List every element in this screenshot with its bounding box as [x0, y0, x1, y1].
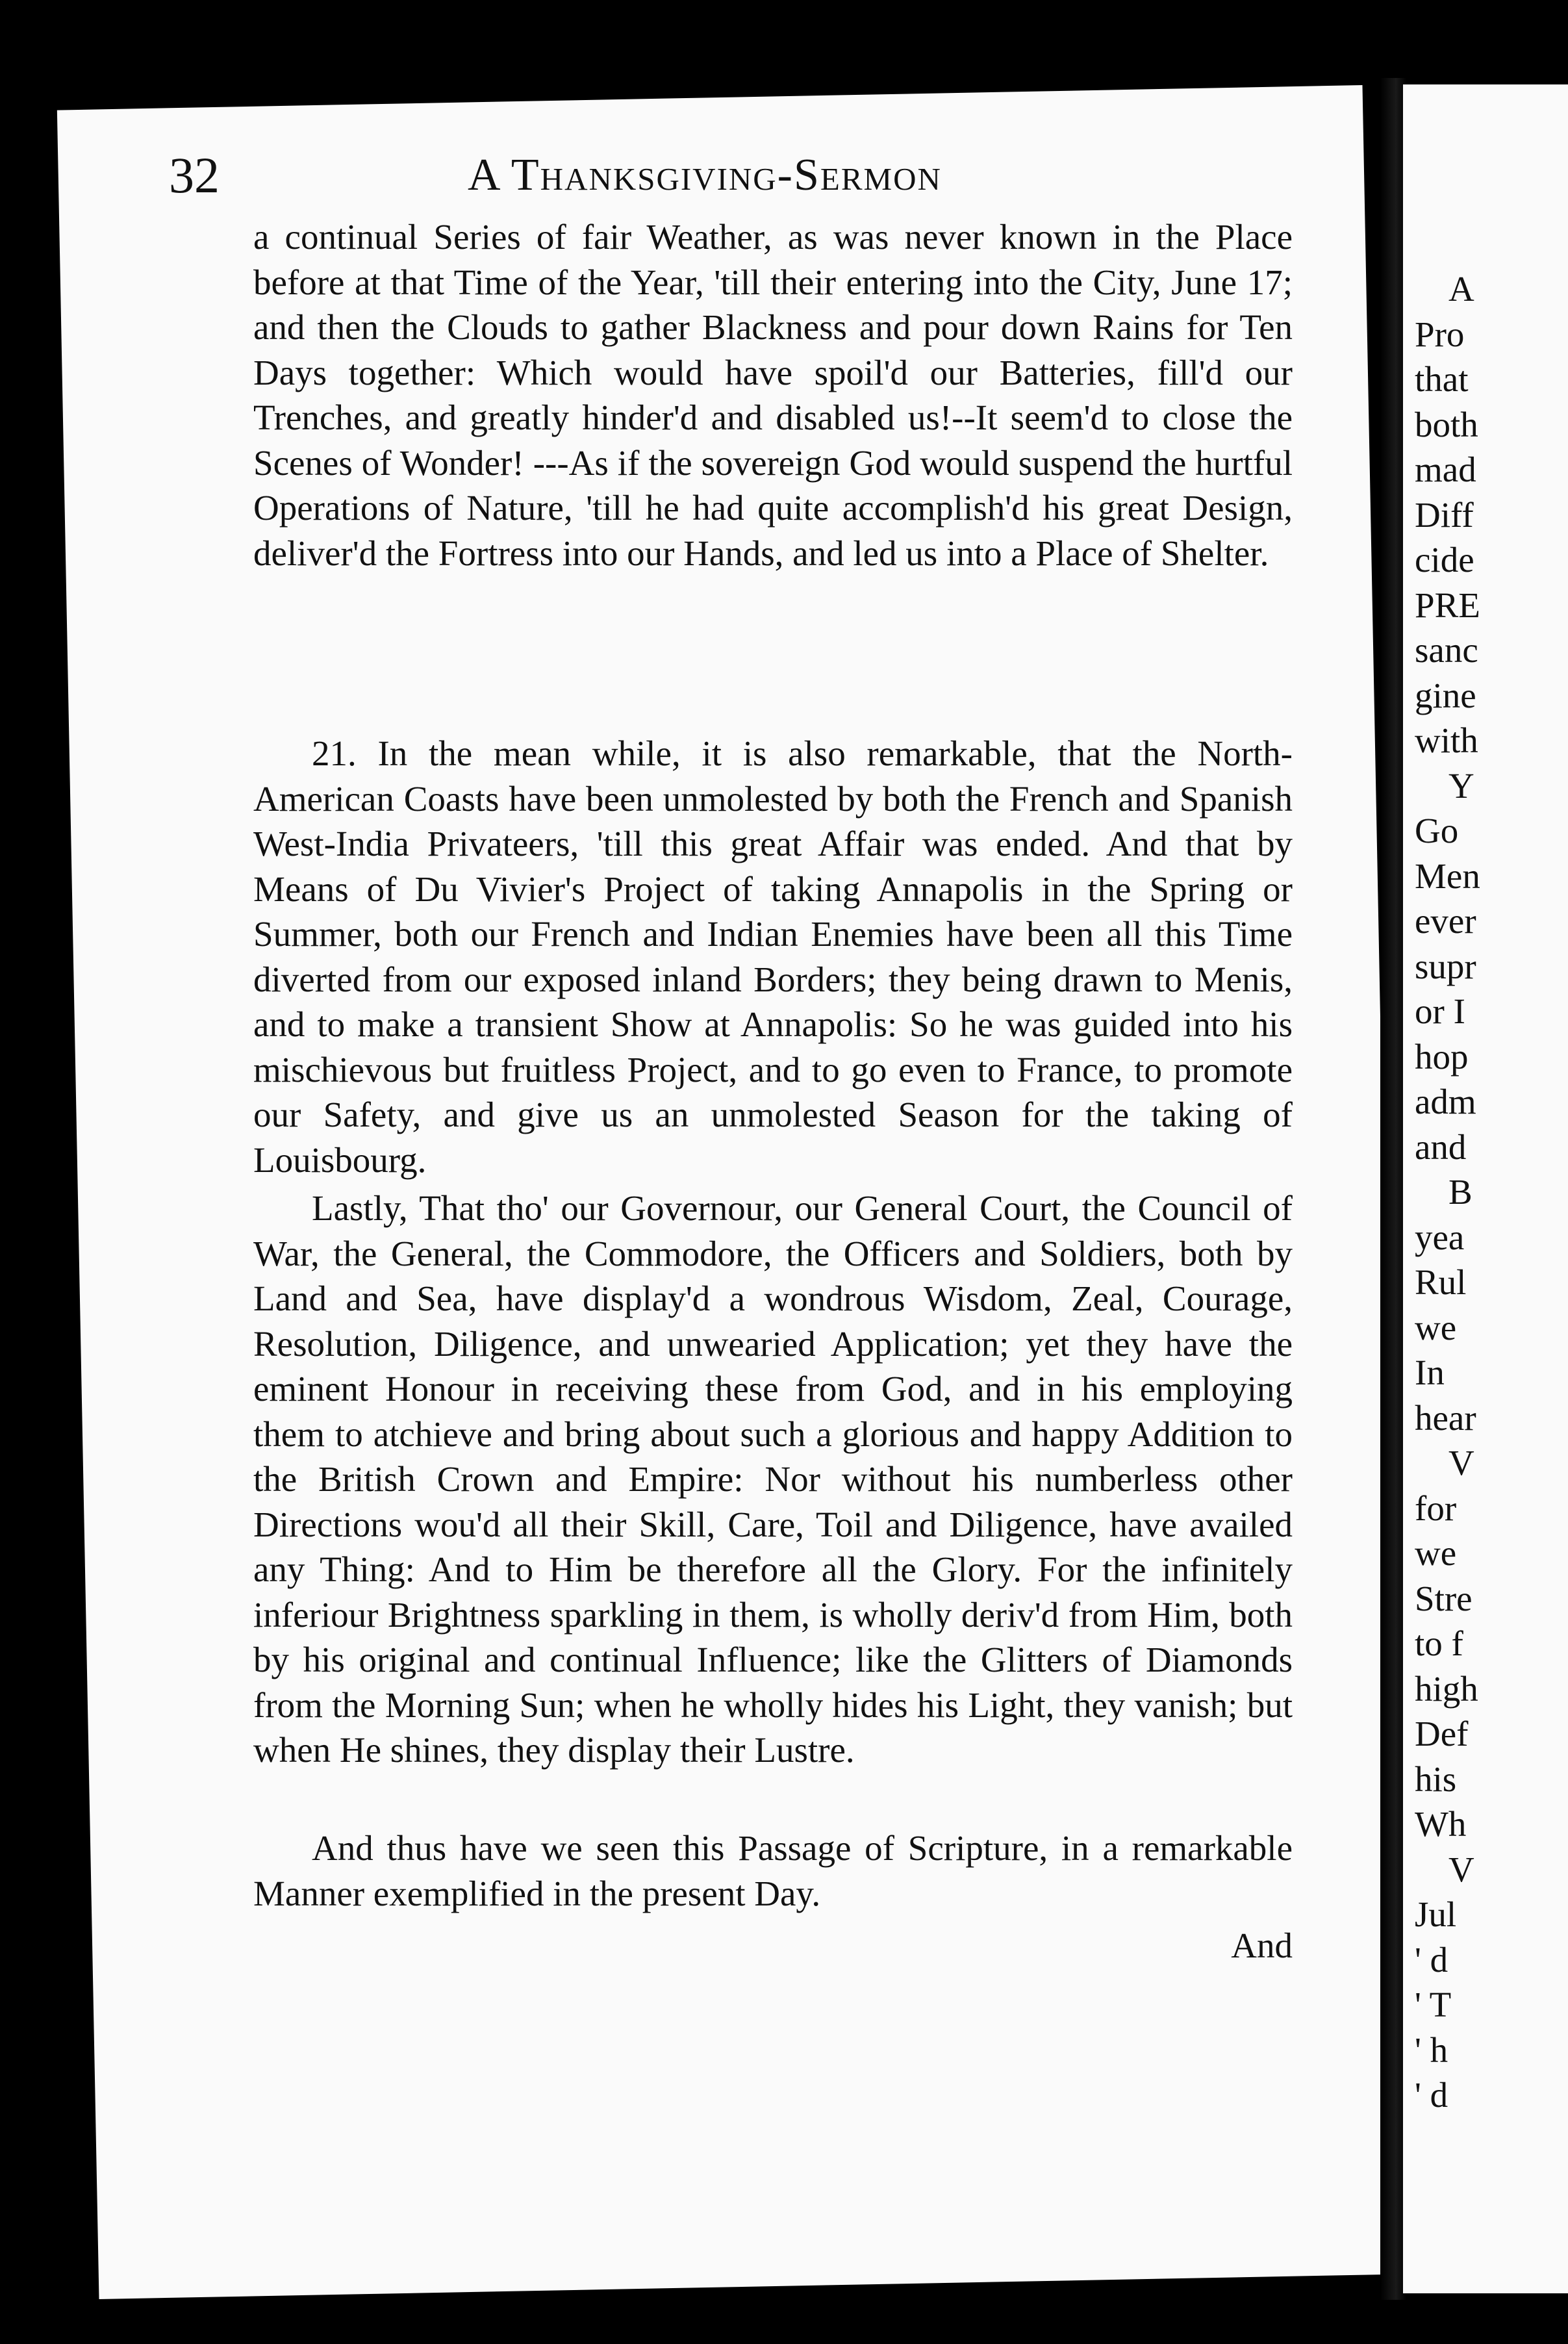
right-page-line: sanc	[1415, 630, 1478, 670]
right-page-line: Jul	[1415, 1894, 1457, 1934]
right-page-line: A	[1448, 269, 1474, 309]
right-page-line: and	[1415, 1127, 1467, 1167]
right-page-line: adm	[1415, 1082, 1476, 1121]
page-number: 32	[169, 147, 220, 203]
right-page-line: Pro	[1415, 314, 1465, 354]
right-page-line: hear	[1415, 1397, 1476, 1438]
right-page-line: we	[1415, 1533, 1457, 1573]
right-page-line: ' d	[1415, 2075, 1448, 2115]
right-page-line: to f	[1415, 1624, 1463, 1663]
paragraph-weather: a continual Series of fair Weather, as was never known in the Place before at that Time of the Year, 'till their entering into the City, June 17; and then the Clouds to gather Blackness and pour down Rains for Ten Days together: Which would have spoil'd our Batteries, fill'd our Trenches, and greatly hinder'd and disabled us!--It seem'd to close the Scenes of Wonder! ---As if the sovereign God would suspend the hurtful Operations of Nature, 'till he had quite accomplish'd his great Design, deliver'd the Fortress into our Hands, and led us into a Place of Shelter.	[253, 217, 1293, 573]
right-page-line: ever	[1415, 901, 1476, 941]
right-page-line: or I	[1415, 991, 1465, 1031]
right-page-line: cide	[1415, 540, 1474, 580]
right-page-line: yea	[1415, 1217, 1465, 1257]
paragraph-21: 21. In the mean while, it is also remarkable, that the North-American Coasts have been unmolested by both the French and Spanish West-India Privateers, 'till this great Affair was ended. And that by Means of Du Vivier's Project of taking Annapolis in the Spring or Summer, both our French and Indian Enemies have been all this Time diverted from our exposed inland Borders; they being drawn to Menis, and to make a transient Show at Annapolis: So he was guided into his mischievous but fruitless Project, and to go even to France, to promote our Safety, and give us an unmolested Season for the taking of Louisbourg.	[253, 733, 1293, 1180]
right-page-line: V	[1448, 1849, 1474, 1889]
right-page-line: ' d	[1415, 1939, 1448, 1980]
right-page-line: In	[1415, 1353, 1445, 1392]
right-page-line: Def	[1415, 1714, 1469, 1753]
body-text	[253, 214, 1293, 1965]
right-page-line: gine	[1415, 675, 1476, 715]
right-page-line: supr	[1415, 946, 1476, 986]
right-page-line: with	[1415, 720, 1478, 760]
right-page-line: Stre	[1415, 1578, 1473, 1618]
right-page-line: high	[1415, 1668, 1478, 1709]
book-gutter	[1380, 78, 1406, 2300]
right-page-line: hop	[1415, 1036, 1469, 1076]
right-page-line: his	[1415, 1759, 1457, 1799]
running-title: A Thanksgiving-Sermon	[468, 150, 942, 200]
right-page-line: B	[1448, 1172, 1473, 1212]
right-page-line: both	[1415, 404, 1478, 444]
right-page-line: V	[1448, 1443, 1474, 1483]
right-page-line: Men	[1415, 856, 1480, 896]
right-page-line: ' T	[1415, 1985, 1452, 2024]
right-page-line: PRE	[1415, 585, 1480, 625]
right-page-text-fragments	[1403, 266, 1568, 2118]
right-page-line: that	[1415, 359, 1469, 399]
catchword: And	[1231, 1926, 1293, 1965]
right-page-line: Wh	[1415, 1804, 1467, 1844]
right-page-line: ' h	[1415, 2030, 1448, 2070]
paragraph-lastly: Lastly, That tho' our Governour, our General Court, the Council of War, the General, the Commodore, the Officers and Soldiers, both by Land and Sea, have display'd a wondrous Wisdom, Zeal, Courage, Resolution, Diligence, and unwearied Application; yet they have the eminent Honour in receiving these from God, and in his employing them to atchieve and bring about such a glorious and happy Addition to the British Crown and Empire: Nor without his numberless other Directions wou'd all their Skill, Care, Toil and Diligence, have availed any Thing: And to Him be therefore all the Glory. For the infinitely inferiour Brightness sparkling in them, is wholly deriv'd from Him, both by his original and continual Influence; like the Glitters of Diamonds from the Morning Sun; when he wholly hides his Light, they vanish; but when He shines, they display their Lustre.	[253, 1188, 1293, 1770]
right-page-line: Diff	[1415, 494, 1474, 535]
right-page-line: for	[1415, 1488, 1457, 1528]
paragraph-conclusion: And thus have we seen this Passage of Scripture, in a remarkable Manner exemplified in the present Day.	[253, 1828, 1293, 1913]
right-page-line: Y	[1448, 765, 1474, 806]
right-page	[1403, 84, 1568, 2293]
right-page-line: mad	[1415, 450, 1476, 489]
right-page-line: Go	[1415, 811, 1459, 850]
right-page-line: Rul	[1415, 1262, 1467, 1302]
running-head	[169, 140, 1286, 211]
right-page-line: we	[1415, 1307, 1457, 1347]
